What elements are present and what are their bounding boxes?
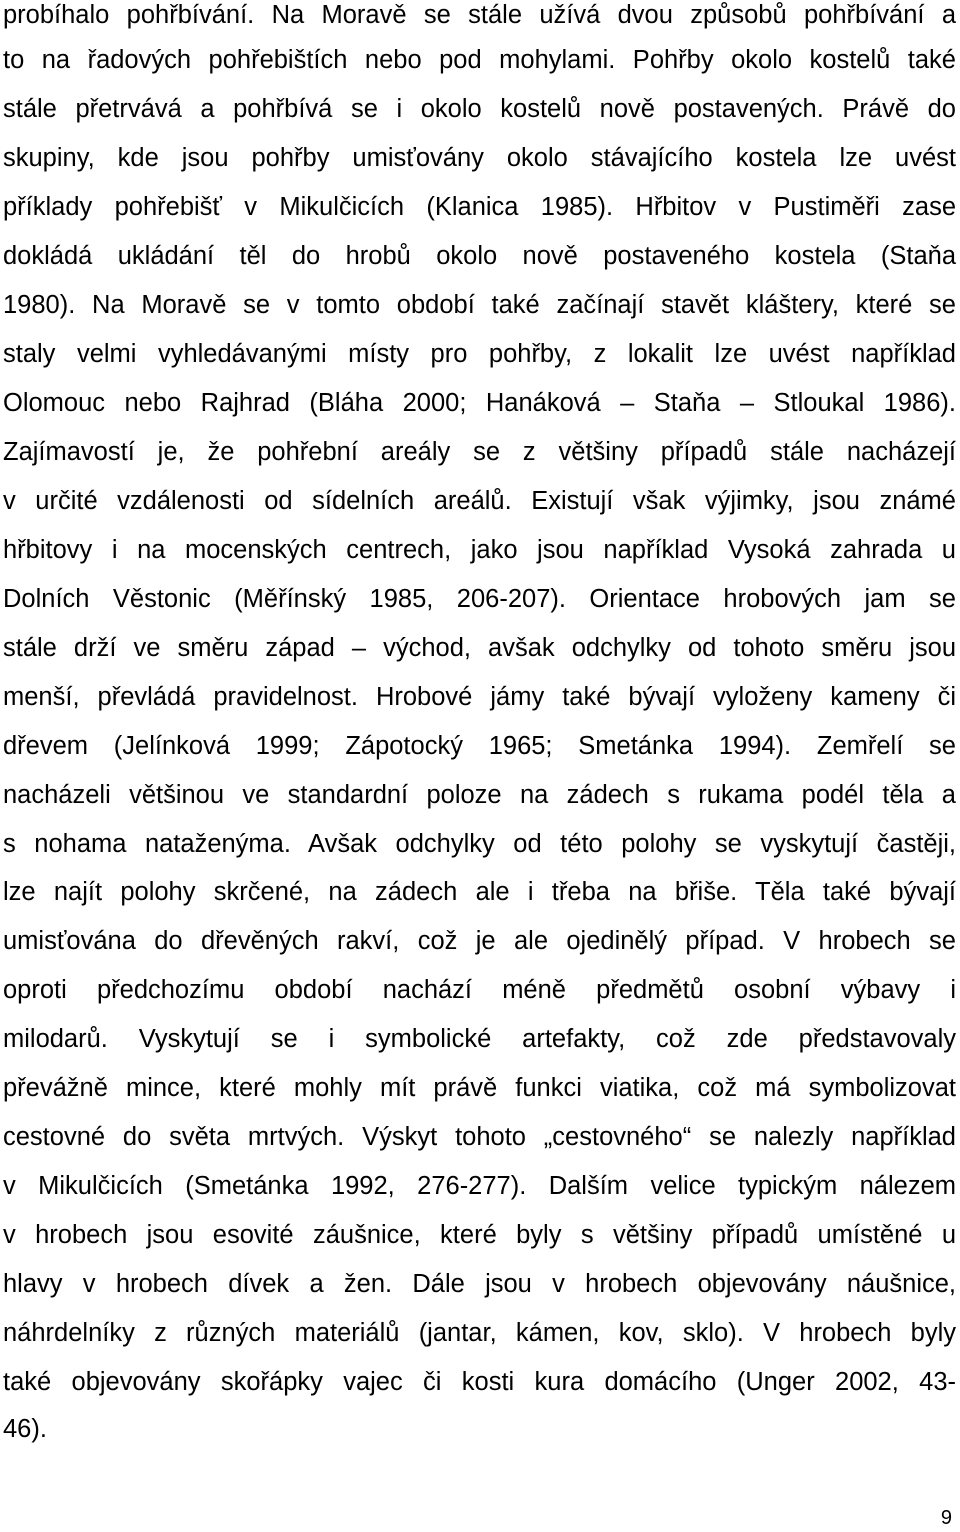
paragraph-line: v Mikulčicích (Smetánka 1992, 276-277). Dalším velice typickým nálezem (3, 1172, 956, 1200)
paragraph-line: to na řadových pohřebištích nebo pod mohylami. Pohřby okolo kostelů také (3, 46, 956, 74)
paragraph-line: dřevem (Jelínková 1999; Zápotocký 1965; Smetánka 1994). Zemřelí se (3, 732, 956, 760)
paragraph-line: dokládá ukládání těl do hrobů okolo nově postaveného kostela (Staňa (3, 242, 956, 270)
paragraph-line: oproti předchozímu období nachází méně předmětů osobní výbavy i (3, 976, 956, 1004)
paragraph-line: hlavy v hrobech dívek a žen. Dále jsou v hrobech objevovány náušnice, (3, 1270, 956, 1298)
paragraph-line: milodarů. Vyskytují se i symbolické artefakty, což zde představovaly (3, 1025, 956, 1053)
paragraph-line: Olomouc nebo Rajhrad (Bláha 2000; Hanáková – Staňa – Stloukal 1986). (3, 389, 956, 417)
paragraph-line: stále drží ve směru západ – východ, avšak odchylky od tohoto směru jsou (3, 634, 956, 662)
paragraph-line: také objevovány skořápky vajec či kosti kura domácího (Unger 2002, 43- (3, 1368, 956, 1396)
paragraph-line: stále přetrvává a pohřbívá se i okolo kostelů nově postavených. Právě do (3, 95, 956, 123)
paragraph-line: v hrobech jsou esovité záušnice, které byly s většiny případů umístěné u (3, 1221, 956, 1249)
paragraph-line: 1980). Na Moravě se v tomto období také začínají stavět kláštery, které se (3, 291, 956, 319)
paragraph-line: skupiny, kde jsou pohřby umisťovány okolo stávajícího kostela lze uvést (3, 144, 956, 172)
paragraph-line: probíhalo pohřbívání. Na Moravě se stále užívá dvou způsobů pohřbívání a (3, 1, 956, 29)
paragraph-line: 46). (3, 1415, 47, 1443)
paragraph-line: umisťována do dřevěných rakví, což je ale ojedinělý případ. V hrobech se (3, 927, 956, 955)
page-number: 9 (940, 1507, 952, 1529)
paragraph-line: nacházeli většinou ve standardní poloze na zádech s rukama podél těla a (3, 781, 956, 809)
paragraph-line: lze najít polohy skrčené, na zádech ale i třeba na břiše. Těla také bývají (3, 878, 956, 906)
paragraph-line: Dolních Věstonic (Měřínský 1985, 206-207). Orientace hrobových jam se (3, 585, 956, 613)
paragraph-line: převážně mince, které mohly mít právě funkci viatika, což má symbolizovat (3, 1074, 956, 1102)
paragraph-line: náhrdelníky z různých materiálů (jantar, kámen, kov, sklo). V hrobech byly (3, 1319, 956, 1347)
paragraph-line: příklady pohřebišť v Mikulčicích (Klanica 1985). Hřbitov v Pustiměři zase (3, 193, 956, 221)
paragraph-line: v určité vzdálenosti od sídelních areálů. Existují však výjimky, jsou známé (3, 487, 956, 515)
paragraph-line: menší, převládá pravidelnost. Hrobové jámy také bývají vyloženy kameny či (3, 683, 956, 711)
paragraph-line: hřbitovy i na mocenských centrech, jako jsou například Vysoká zahrada u (3, 536, 956, 564)
paragraph-line: staly velmi vyhledávanými místy pro pohřby, z lokalit lze uvést například (3, 340, 956, 368)
paragraph-line: cestovné do světa mrtvých. Výskyt tohoto „cestovného“ se nalezly například (3, 1123, 956, 1151)
paragraph-line: s nohama nataženýma. Avšak odchylky od této polohy se vyskytují častěji, (3, 830, 956, 858)
paragraph-line: Zajímavostí je, že pohřební areály se z většiny případů stále nacházejí (3, 438, 956, 466)
